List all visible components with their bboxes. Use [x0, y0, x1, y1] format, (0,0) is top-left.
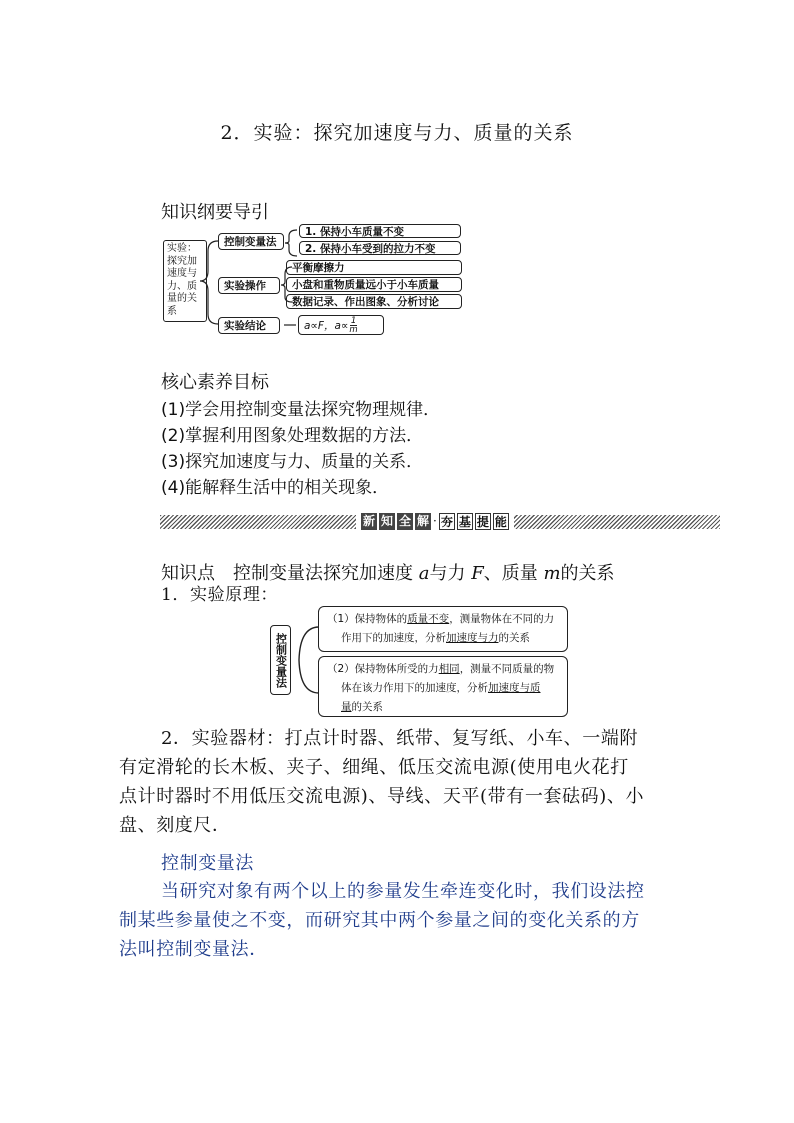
box-underlined: 量: [341, 701, 352, 713]
principle-box-1: [318, 606, 568, 652]
box-underlined: 相同: [438, 663, 460, 675]
banner-dot: ·: [433, 514, 437, 528]
outline-heading: 知识纲要导引: [161, 202, 269, 223]
branch-item: 平衡摩擦力: [286, 260, 462, 275]
goals-heading: 核心素养目标: [161, 372, 269, 393]
root-line: 量的关: [167, 293, 197, 304]
note-title: 控制变量法: [161, 853, 254, 874]
box-text: 的关系: [498, 632, 530, 644]
root-line: 探究加: [167, 255, 197, 267]
banner-char: 全: [398, 513, 411, 528]
equipment-line: 有定滑轮的长木板、夹子、细绳、低压交流电源(使用电火花打: [119, 757, 629, 778]
banner-char: 能: [494, 514, 507, 529]
banner-char: 夯: [440, 514, 453, 529]
var-m: m: [543, 563, 561, 584]
fraction: [349, 317, 357, 334]
conclusion-formula: [298, 315, 384, 335]
banner-char: 新: [362, 513, 375, 528]
branch-item: 小盘和重物质量远小于小车质量: [286, 277, 462, 292]
root-line: 系: [167, 305, 177, 317]
box-underlined: 加速度与力: [446, 632, 499, 644]
branch-control-variable: 控制变量法: [218, 233, 284, 250]
branch-item: 数据记录、作出图象、分析讨论: [286, 294, 462, 309]
note-line: 法叫控制变量法．: [119, 939, 268, 960]
note-line: 制某些参量使之不变，而研究其中两个参量之间的变化关系的方: [119, 910, 640, 931]
goal-item: (3)探究加速度与力、质量的关系．: [161, 452, 424, 472]
branch-operation: 实验操作: [218, 277, 280, 294]
knowledge-mid2: 、质量: [483, 563, 538, 584]
branch-item: 2. 保持小车受到的拉力不变: [299, 241, 461, 255]
principle-box-2: [318, 656, 568, 717]
fraction-denominator: m: [349, 324, 358, 335]
root-line: 速度与: [167, 268, 197, 279]
formula-text: a∝F，a∝: [304, 319, 349, 332]
box-text: ，测量物体在不同的力: [449, 613, 555, 625]
root-line: 实验：: [167, 243, 197, 254]
knowledge-mid1: 与力: [429, 563, 466, 584]
knowledge-suffix: 的关系: [560, 563, 615, 584]
root-line: 力、质: [167, 280, 197, 292]
box-text: ，测量不同质量的物: [459, 663, 555, 675]
knowledge-prefix: 知识点 控制变量法探究加速度: [161, 563, 413, 584]
banner-char: 基: [458, 514, 471, 529]
var-F: F: [471, 563, 484, 584]
box-text: （2）保持物体所受的力: [327, 663, 439, 675]
box-text: 体在该力作用下的加速度，分析: [341, 682, 488, 694]
box-text: 作用下的加速度，分析: [341, 632, 446, 644]
banner-char: 提: [476, 514, 489, 529]
box-text: （1）保持物体的: [327, 613, 408, 625]
goal-item: (1)学会用控制变量法探究物理规律．: [161, 400, 441, 420]
goal-item: (4)能解释生活中的相关现象．: [161, 478, 390, 498]
equipment-line: 2．实验器材：打点计时器、纸带、复写纸、小车、一端附: [161, 728, 639, 749]
root-brace: [200, 241, 218, 324]
var-a: a: [418, 563, 430, 584]
box-underlined: 加速度与质: [488, 682, 541, 694]
branch-conclusion: 实验结论: [218, 317, 280, 334]
brace-control: [285, 230, 297, 256]
goal-item: (2)掌握利用图象处理数据的方法．: [161, 426, 424, 446]
principle-label: 1．实验原理：: [161, 585, 279, 605]
section-banner: [356, 511, 514, 531]
box-underlined: 质量不变: [407, 613, 450, 625]
equipment-line: 盘、刻度尺．: [119, 815, 231, 836]
fraction-numerator: 1: [350, 315, 357, 326]
banner-char: 知: [380, 513, 393, 528]
banner-char: 解: [416, 513, 429, 528]
principle-vertical-label: 控制变量法: [270, 625, 291, 695]
page-title: 2．实验：探究加速度与力、质量的关系: [220, 122, 574, 144]
branch-item: 1. 保持小车质量不变: [299, 224, 461, 238]
equipment-line: 点计时器时不用低压交流电源)、导线、天平(带有一套砝码)、小: [119, 786, 645, 807]
note-line: 当研究对象有两个以上的参量发生牵连变化时，我们设法控: [161, 881, 645, 902]
box-text: 的关系: [351, 701, 383, 713]
